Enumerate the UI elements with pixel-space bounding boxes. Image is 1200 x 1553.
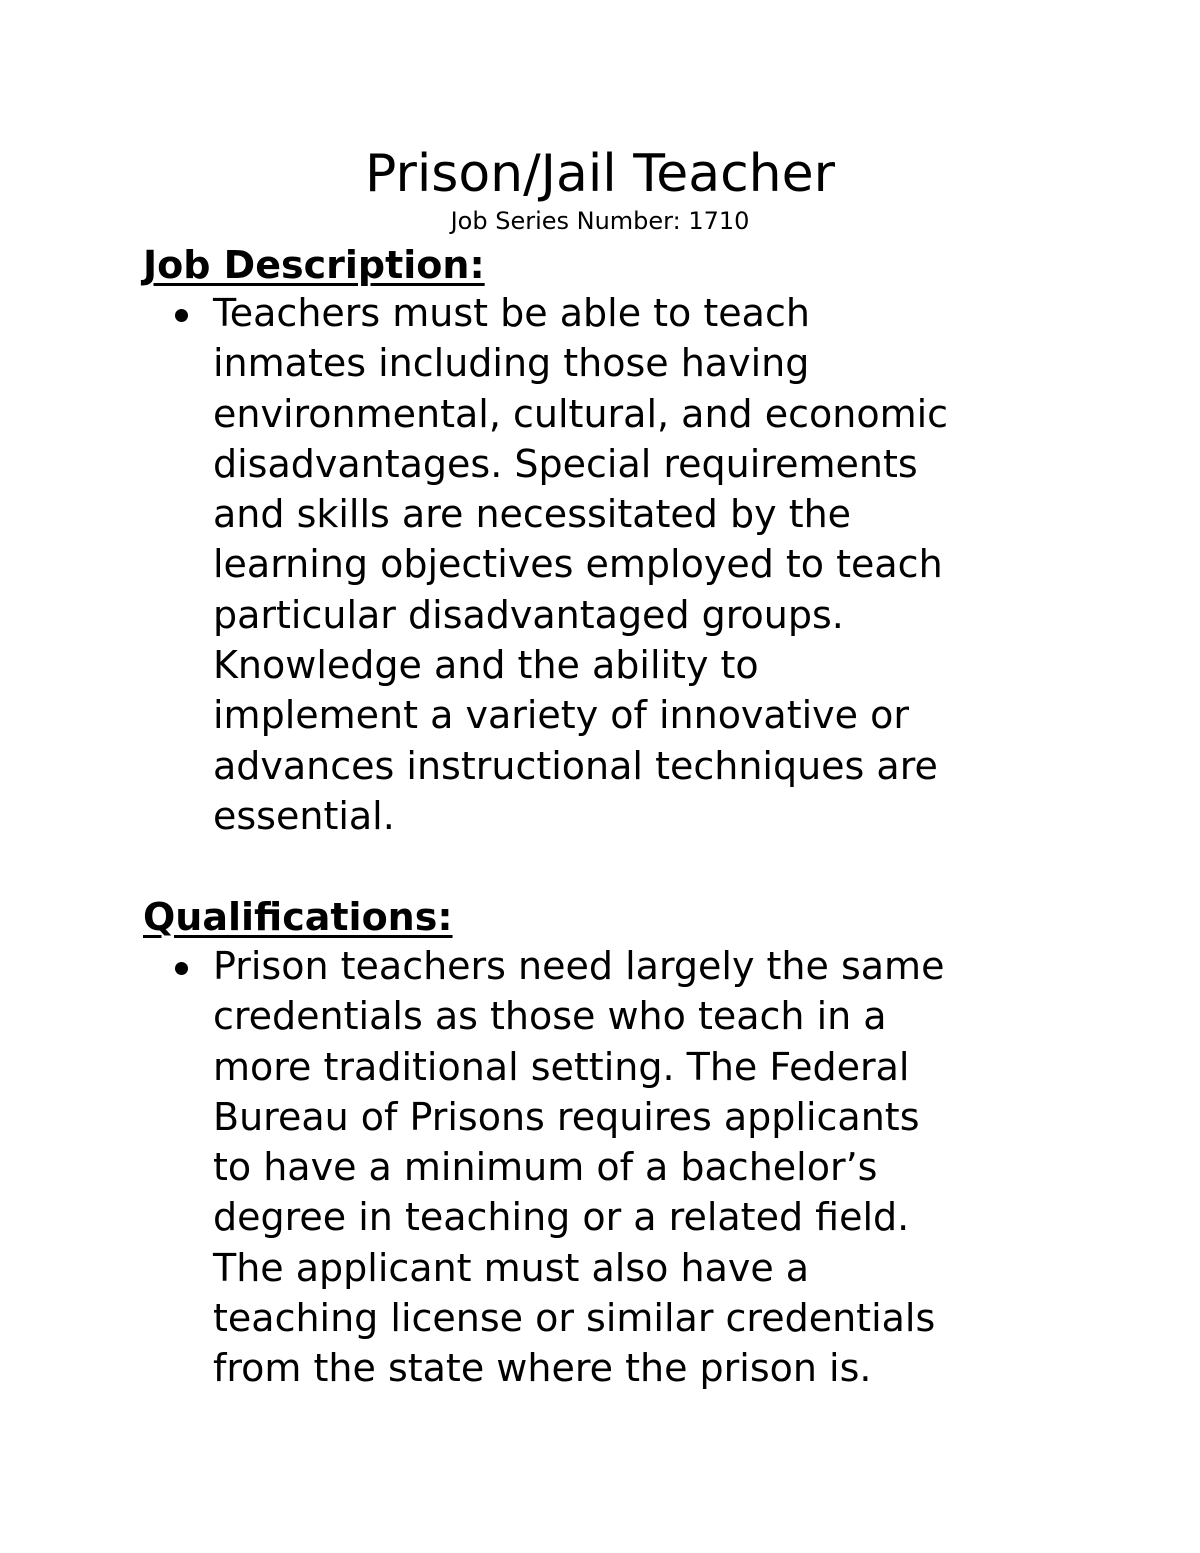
document-title: Prison/Jail Teacher	[365, 144, 835, 204]
qualifications-list	[213, 941, 1073, 1394]
bullet-icon	[175, 309, 188, 322]
list-item	[213, 288, 1073, 841]
qualifications-text: Prison teachers need largely the same credentials as those who teach in a more traditional setting. The Federal Bureau of Prisons requires applicants to have a minimum of a bachelor’s degree in teaching or a related field. The applicant must also have a teaching license or similar credentials from the state where the prison is.	[213, 944, 945, 1391]
job-description-text: Teachers must be able to teach inmates including those having environmental, cultural, and economic disadvantages. Special requirements and skills are necessitated by the learning objectives employed to teach particular disadvantaged groups. Knowledge and the ability to implement a variety of innovative or advances instructional techniques are essential.	[213, 291, 949, 838]
list-item	[213, 941, 1073, 1394]
job-series-number: Job Series Number: 1710	[450, 207, 750, 235]
qualifications-heading: Qualifications:	[143, 895, 453, 939]
job-description-list	[213, 288, 1073, 841]
job-description-heading: Job Description:	[143, 243, 485, 287]
bullet-icon	[175, 962, 188, 975]
